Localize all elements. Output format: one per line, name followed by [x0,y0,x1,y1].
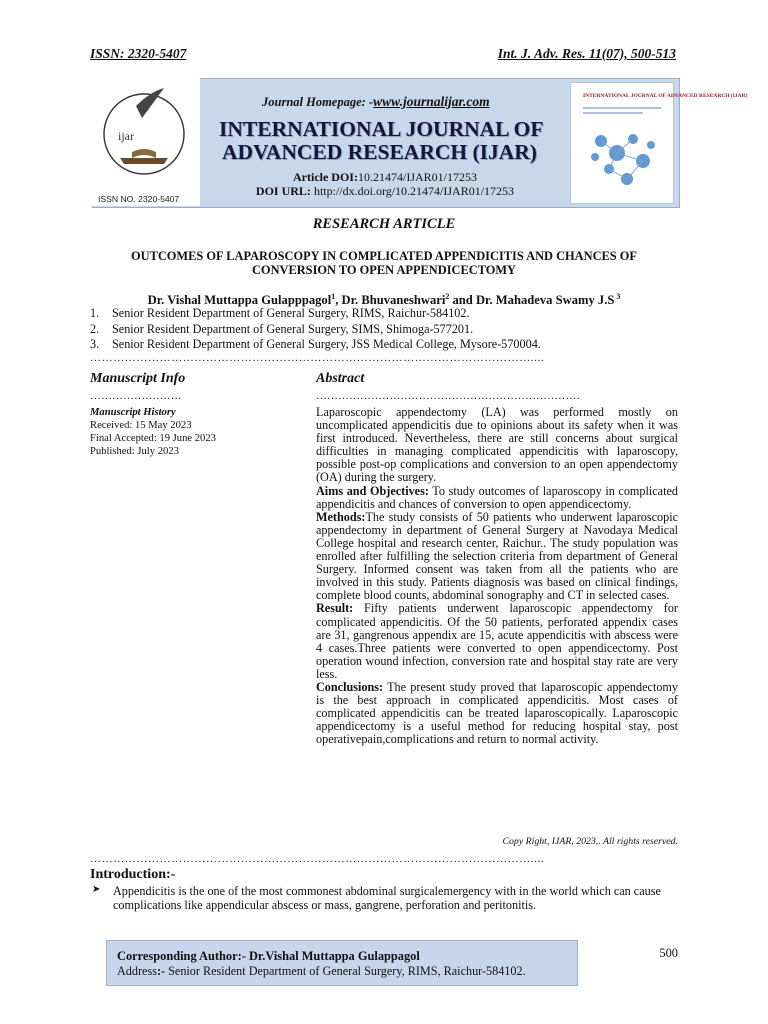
manuscript-history-label: Manuscript History [90,407,176,418]
dotted-divider-bottom: …………………………………………………………………………………………………….... [90,853,545,865]
abstract-conclusions: Conclusions: The present study proved that laparoscopic appendectomy is the best approach in complicated appendicitis. Most cases of complicated appendicitis can be treated laparoscopically. Laparoscopic appendicectomy is a useful method for reducing hospital stay, post operativepain,complications and return to normal activity. [316,679,678,747]
article-title: OUTCOMES OF LAPAROSCOPY IN COMPLICATED APPENDICITIS AND CHANCES OF CONVERSION TO OPEN APPENDICECTOMY [131,249,637,277]
doi-url-link[interactable]: http://dx.doi.org/10.21474/IJAR01/17253 [313,184,515,198]
accepted-date: Final Accepted: 19 June 2023 [90,433,216,444]
corresponding-author-box [106,940,578,986]
doi-url-label: DOI URL: [255,184,311,198]
logo-ijar-text: ijar [118,129,134,143]
abstract-heading: Abstract [316,371,365,386]
abstract-result: Result: Fifty patients underwent laparoscopic appendectomy for complicated appendicitis. Of the 50 patients, perforated appendix cases are 31, gangrenous appendix are 15, acute appendicitis with abscess were 4 cases.Three patients were converted to open appendicectomy. Post operation wound infection, conversion rate and hospital stay rate are very less. [316,601,678,681]
corresponding-address: Address:- Senior Resident Department of General Surgery, RIMS, Raichur-584102. [117,964,526,978]
affiliation-list [90,306,541,353]
introduction-bullet-text: Appendicitis is the one of the most commonest abdominal surgicalemergency with in the world which can cause complications like appendicular abscess or mass, gangrene, perforation and peritonitis. [113,884,661,912]
homepage-label: Journal Homepage: - [262,95,374,109]
issn-header: ISSN: 2320-5407 [90,46,187,61]
manuscript-info-heading: Manuscript Info [90,371,186,386]
doi-block [200,170,570,198]
homepage-line [200,94,570,110]
bullet-arrow-icon: ➤ [92,884,101,895]
published-date: Published: July 2023 [90,446,179,457]
manuscript-dots: ……………………. [90,390,181,402]
affiliation-item: 1. Senior Resident Department of General Surgery, RIMS, Raichur-584102. [90,306,470,320]
doi-value: 10.21474/IJAR01/17253 [357,170,477,184]
corresponding-author: Corresponding Author:- Dr.Vishal Muttappa Gulappagol [117,949,420,963]
abstract-intro: Laparoscopic appendectomy (LA) was performed mostly on uncomplicated appendicitis due to opinions about its safety when it was first introduced. Nevertheless, there are still concerns about surgical difficulties in managing complicated appendicitis with laparoscopy, possible post-op complications and conversion to an open appendectomy (OA) during the surgery. [316,405,678,485]
copyright-notice: Copy Right, IJAR, 2023,. All rights reserved. [502,836,678,847]
abstract-aims: Aims and Objectives: To study outcomes of laparoscopy in complicated appendicitis and chances of conversion to open appendicectomy. [316,483,678,511]
introduction-heading: Introduction:- [90,867,176,882]
journal-cover-thumbnail [570,82,748,204]
citation-header: Int. J. Adv. Res. 11(07), 500-513 [497,46,676,61]
author-1: Dr. Vishal Muttappa Gulapppagol [147,293,332,308]
affiliation-item: 3. Senior Resident Department of General Surgery, JSS Medical College, Mysore-570004. [90,337,541,351]
author-line: Dr. Vishal Muttappa Gulapppagol$^1$, Dr. Bhuvaneshwari$^2$ and Dr. Mahadeva Swamy J.S $^3$ [147,292,621,308]
affiliation-item: 2. Senior Resident Department of General Surgery, SIMS, Shimoga-577201. [90,321,474,336]
ijar-logo [92,78,200,206]
homepage-link[interactable]: www.journalijar.com [373,94,490,109]
article-type: RESEARCH ARTICLE [312,216,456,232]
author-3: and Dr. Mahadeva Swamy J.S [449,293,615,308]
journal-title: INTERNATIONAL JOURNAL OF ADVANCED RESEARCH (IJAR) [219,117,544,164]
manuscript-history [90,406,216,458]
dotted-divider: …………………………………………………………………………………………………….... [90,352,545,364]
doi-label: Article DOI: [293,170,358,184]
abstract-methods: Methods:The study consists of 50 patients who underwent laparoscopic appendectomy in department of General Surgery at Navodaya Medical College hospital and research center, Raichur.. The study population was enrolled after fulfilling the selection criteria from department of General Surgery. Informed consent was taken from all the patients who are involved in this study. Patients diagnosis was based on clinical findings, complete blood counts, abdominal sonography and CT in selected cases. [316,509,678,603]
received-date: Received: 15 May 2023 [90,420,192,431]
author-2: , Dr. Bhuvaneshwari [335,293,446,308]
page-number: 500 [659,946,678,960]
abstract-body [316,406,678,746]
cover-title-text: INTERNATIONAL JOURNAL OF ADVANCED RESEARCH (IJAR) [583,93,748,99]
logo-issn-text: ISSN NO. 2320-5407 [98,194,180,204]
abstract-dots: ……………………………………………………………… [316,390,580,402]
